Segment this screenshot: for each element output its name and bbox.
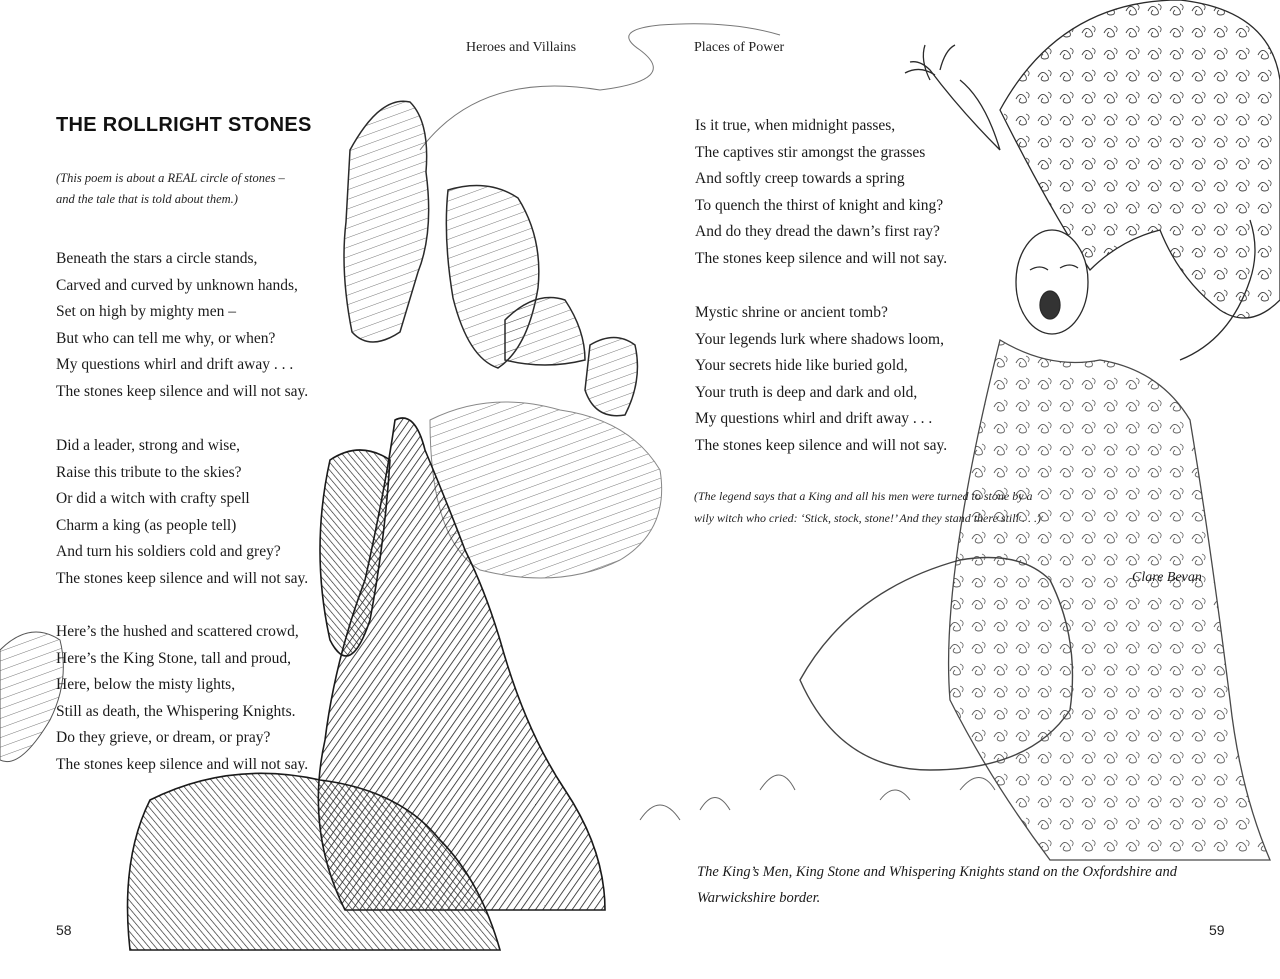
running-head-right: Places of Power (694, 40, 785, 55)
verse-line: Is it true, when midnight passes, (695, 117, 896, 134)
verse-line: Still as death, the Whispering Knights. (56, 702, 296, 720)
stanza-2 (56, 433, 308, 592)
legend-note (694, 485, 1074, 529)
stanza-1 (56, 246, 308, 405)
grass-strokes (640, 775, 995, 820)
verse-line: Do they grieve, or dream, or pray? (56, 729, 271, 746)
witch (905, 0, 1280, 860)
caption-line: Warwickshire border. (697, 890, 821, 906)
page-number-left: 58 (56, 922, 72, 938)
verse-line: The stones keep silence and will not say. (695, 436, 948, 454)
verse-line: And do they dread the dawn’s first ray? (695, 223, 940, 240)
verse-line: My questions whirl and drift away . . . (695, 410, 933, 427)
verse-line: The captives stir amongst the grasses (695, 143, 926, 161)
poem-title: THE ROLLRIGHT STONES (56, 114, 312, 136)
verse-line: And softly creep towards a spring (695, 170, 905, 187)
verse-line: The stones keep silence and will not say. (56, 382, 309, 400)
verse-line: Your truth is deep and dark and old, (695, 383, 918, 401)
verse-line: Raise this tribute to the skies? (56, 463, 242, 481)
poem-intro (56, 168, 316, 210)
verse-line: Set on high by mighty men – (56, 303, 236, 320)
standing-stones (344, 101, 637, 416)
verse-line: Here, below the misty lights, (56, 676, 236, 693)
note-line: wily witch who cried: ‘Stick, stock, stone!’ And they stand there still . . .) (694, 511, 1041, 525)
verse-line: Beneath the stars a circle stands, (56, 250, 258, 267)
left-hill (0, 632, 63, 762)
verse-line: The stones keep silence and will not say. (56, 755, 309, 773)
caption-line: The King’s Men, King Stone and Whispering Knights stand on the Oxfordshire and (697, 864, 1177, 880)
verse-line: But who can tell me why, or when? (56, 329, 276, 347)
stanza-4 (695, 113, 947, 272)
verse-line: Charm a king (as people tell) (56, 516, 237, 534)
stanza-5 (695, 300, 947, 459)
stanza-3 (56, 619, 308, 778)
verse-line: Your secrets hide like buried gold, (695, 357, 908, 374)
verse-line: Here’s the King Stone, tall and proud, (56, 649, 292, 667)
note-line: (The legend says that a King and all his men were turned to stone by a (694, 489, 1033, 503)
verse-line: Or did a witch with crafty spell (56, 490, 250, 507)
verse-line: The stones keep silence and will not say. (56, 569, 309, 587)
verse-line: And turn his soldiers cold and grey? (56, 543, 281, 560)
verse-line: My questions whirl and drift away . . . (56, 356, 294, 373)
verse-line: Mystic shrine or ancient tomb? (695, 304, 888, 321)
intro-line: (This poem is about a REAL circle of stones – (56, 171, 285, 185)
verse-line: Carved and curved by unknown hands, (56, 276, 298, 294)
running-head-left: Heroes and Villains (466, 40, 577, 55)
author-credit: Clare Bevan (1132, 570, 1202, 585)
illustration-caption (697, 859, 1217, 911)
verse-line: The stones keep silence and will not say. (695, 249, 948, 267)
intro-line: and the tale that is told about them.) (56, 192, 238, 206)
verse-line: Your legends lurk where shadows loom, (695, 330, 944, 348)
verse-line: To quench the thirst of knight and king? (695, 196, 944, 214)
page-number-right: 59 (1209, 922, 1225, 938)
verse-line: Here’s the hushed and scattered crowd, (56, 623, 299, 640)
verse-line: Did a leader, strong and wise, (56, 437, 241, 454)
